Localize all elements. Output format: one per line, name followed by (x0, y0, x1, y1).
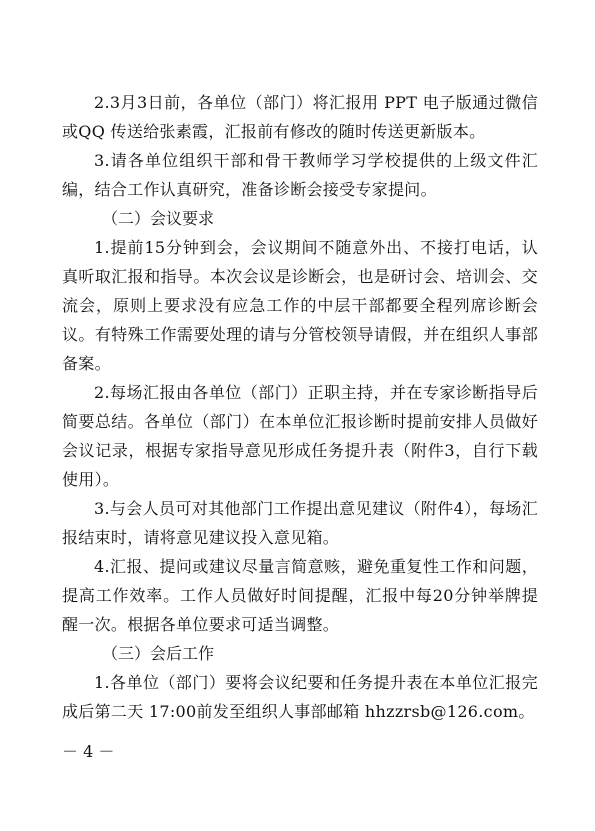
paragraph-requirement-3: 3.与会人员可对其他部门工作提出意见建议（附件4），每场汇报结束时，请将意见建议投入意见箱。 (62, 499, 538, 547)
paragraph-requirement-1: 1.提前15分钟到会，会议期间不随意外出、不接打电话，认真听取汇报和指导。本次会议是诊断会，也是研讨会、培训会、交流会，原则上要求没有应急工作的中层干部都要全程列席诊断会议。有特殊工作需要处理的请与分管校领导请假，并在组织人事部备案。 (62, 238, 538, 373)
section-heading-meeting-requirements: （二）会议要求 (102, 209, 215, 228)
paragraph-study-documents: 3.请各单位组织干部和骨干教师学习学校提供的上级文件汇编，结合工作认真研究，准备诊断会接受专家提问。 (62, 151, 538, 199)
paragraph-post-meeting-1: 1.各单位（部门）要将会议纪要和任务提升表在本单位汇报完成后第二天 17:00前发至组织人事部邮箱 hhzzrsb@126.com。 (62, 673, 538, 721)
paragraph-ppt-submission: 2.3月3日前，各单位（部门）将汇报用 PPT 电子版通过微信或QQ 传送给张素霞，汇报前有修改的随时传送更新版本。 (62, 93, 538, 141)
section-heading-post-meeting: （三）会后工作 (102, 644, 215, 663)
paragraph-requirement-2: 2.每场汇报由各单位（部门）正职主持，并在专家诊断指导后简要总结。各单位（部门）在本单位汇报诊断时提前安排人员做好会议记录，根据专家指导意见形成任务提升表（附件3，自行下载使用）。 (62, 383, 538, 489)
paragraph-requirement-4: 4.汇报、提问或建议尽量言简意赅，避免重复性工作和问题，提高工作效率。工作人员做好时间提醒，汇报中每20分钟举牌提醒一次。根据各单位要求可适当调整。 (62, 557, 538, 634)
page-number: － 4 － (62, 742, 115, 761)
